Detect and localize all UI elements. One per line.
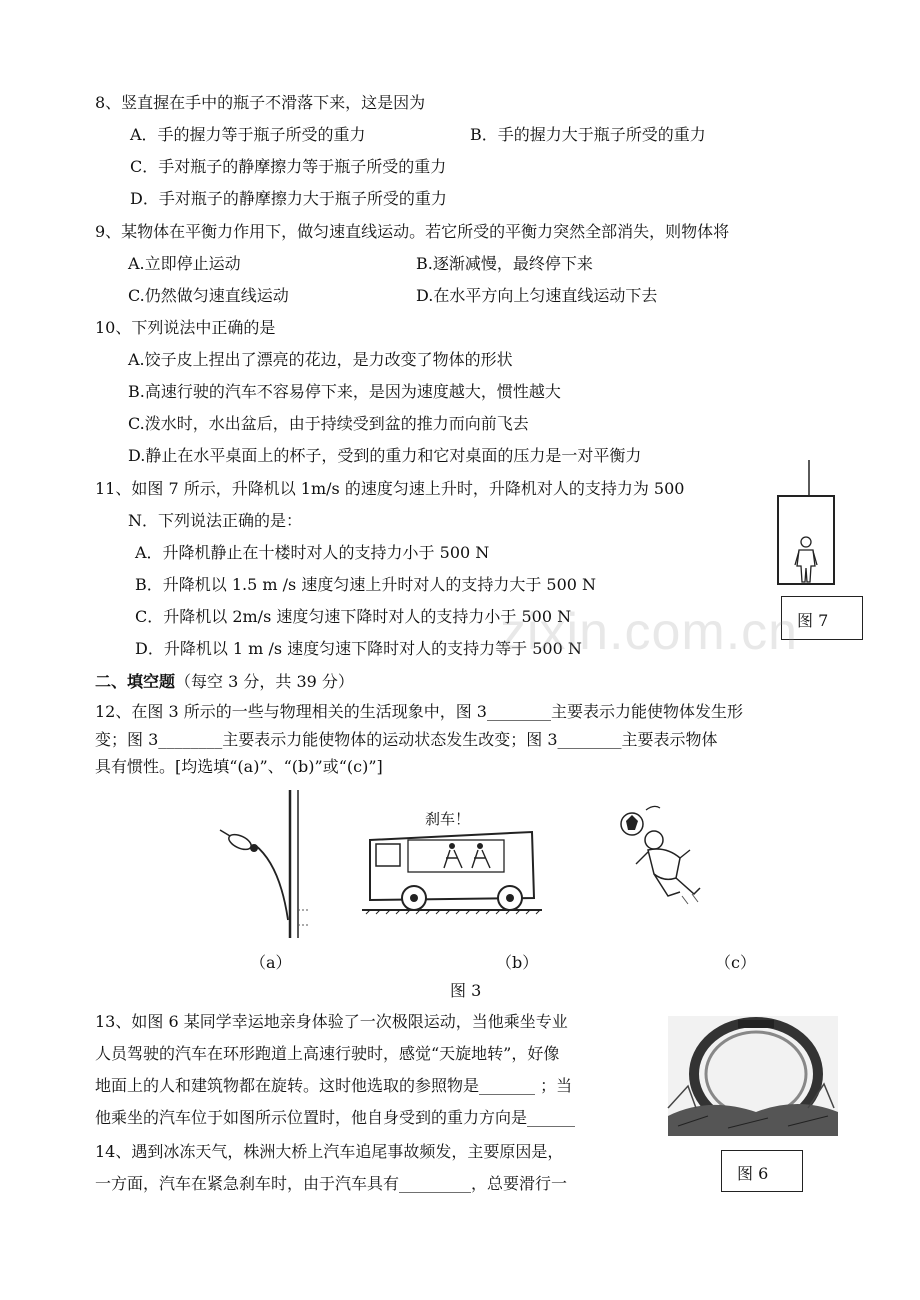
figure-7-elevator [776,458,846,588]
q11-stem-line2: N．下列说法正确的是： [128,511,303,530]
q11-option-c: C．升降机以 2m/s 速度匀速下降时对人的支持力小于 500 N [135,607,572,626]
q8-stem: 8、竖直握在手中的瓶子不滑落下来，这是因为 [95,93,426,112]
q9-option-a: A.立即停止运动 [128,254,241,273]
q9-option-d: D.在水平方向上匀速直线运动下去 [416,286,658,305]
q11-stem-line1: 11、如图 7 所示，升降机以 1m/s 的速度匀速上升时，升降机对人的支持力为 500 [95,479,685,498]
q8-option-d: D．手对瓶子的静摩擦力大于瓶子所受的重力 [130,189,447,208]
figure-3b-brake-text: 刹车！ [425,810,471,828]
q10-option-b: B.高速行驶的汽车不容易停下来，是因为速度越大，惯性越大 [128,382,561,401]
q11-option-d: D．升降机以 1 m /s 速度匀速下降时对人的支持力等于 500 N [135,639,582,658]
figure-3c-caption: （c） [715,953,756,972]
figure-3c-heading-ball [618,800,718,910]
q14-line1: 14、遇到冰冻天气，株洲大桥上汽车追尾事故频发，主要原因是， [95,1142,564,1161]
q10-option-a: A.饺子皮上捏出了漂亮的花边，是力改变了物体的形状 [128,350,513,369]
q12-line1: 12、在图 3 所示的一些与物理相关的生活现象中，图 3________主要表示力能使物体发生形 [95,702,743,721]
q8-option-a: A．手的握力等于瓶子所受的重力 [130,125,366,144]
q11-option-b: B．升降机以 1.5 m /s 速度匀速上升时对人的支持力大于 500 N [135,575,597,594]
section-2-title: 二、填空题 [95,672,176,691]
watermark: zixin.com.cn [500,603,799,661]
q9-option-c: C.仍然做匀速直线运动 [128,286,289,305]
q14-line2: 一方面，汽车在紧急刹车时，由于汽车具有_________，总要滑行一 [95,1174,568,1193]
figure-3a-pole-vault [210,790,320,940]
q12-line2: 变；图 3________主要表示力能使物体的运动状态发生改变；图 3________主要表示物体 [95,730,718,749]
q13-line1: 13、如图 6 某同学幸运地亲身体验了一次极限运动，当他乘坐专业 [95,1012,568,1031]
section-2-heading [95,672,354,692]
figure-7-label: 图 7 [797,611,829,630]
q9-option-b: B.逐渐减慢，最终停下来 [416,254,593,273]
q13-line2: 人员驾驶的汽车在环形跑道上高速行驶时，感觉“天旋地转”，好像 [95,1044,560,1063]
q10-option-d: D.静止在水平桌面上的杯子，受到的重力和它对桌面的压力是一对平衡力 [128,446,642,465]
figure-6-loop-track-photo [668,1016,838,1136]
q8-option-c: C．手对瓶子的静摩擦力等于瓶子所受的重力 [130,157,447,176]
figure-3b-caption: （b） [496,953,539,972]
q8-option-b: B．手的握力大于瓶子所受的重力 [470,125,706,144]
figure-3b-bus [362,828,542,918]
q10-option-c: C.泼水时，水出盆后，由于持续受到盆的推力而向前飞去 [128,414,529,433]
q10-stem: 10、下列说法中正确的是 [95,318,276,337]
figure-6-label-box [721,1150,803,1192]
figure-3-label: 图 3 [450,981,482,1000]
q12-line3: 具有惯性。[均选填“(a)”、“(b)”或“(c)”] [95,757,383,776]
q11-option-a: A．升降机静止在十楼时对人的支持力小于 500 N [135,543,490,562]
q9-stem: 9、某物体在平衡力作用下，做匀速直线运动。若它所受的平衡力突然全部消失，则物体将 [95,222,730,241]
section-2-note: （每空 3 分，共 39 分） [175,672,354,691]
figure-3a-caption: （a） [250,953,292,972]
q13-line4: 他乘坐的汽车位于如图所示位置时，他自身受到的重力方向是______ [95,1108,576,1127]
q13-line3: 地面上的人和建筑物都在旋转。这时他选取的参照物是_______ ；当 [95,1076,573,1095]
figure-6-label: 图 6 [737,1164,769,1183]
